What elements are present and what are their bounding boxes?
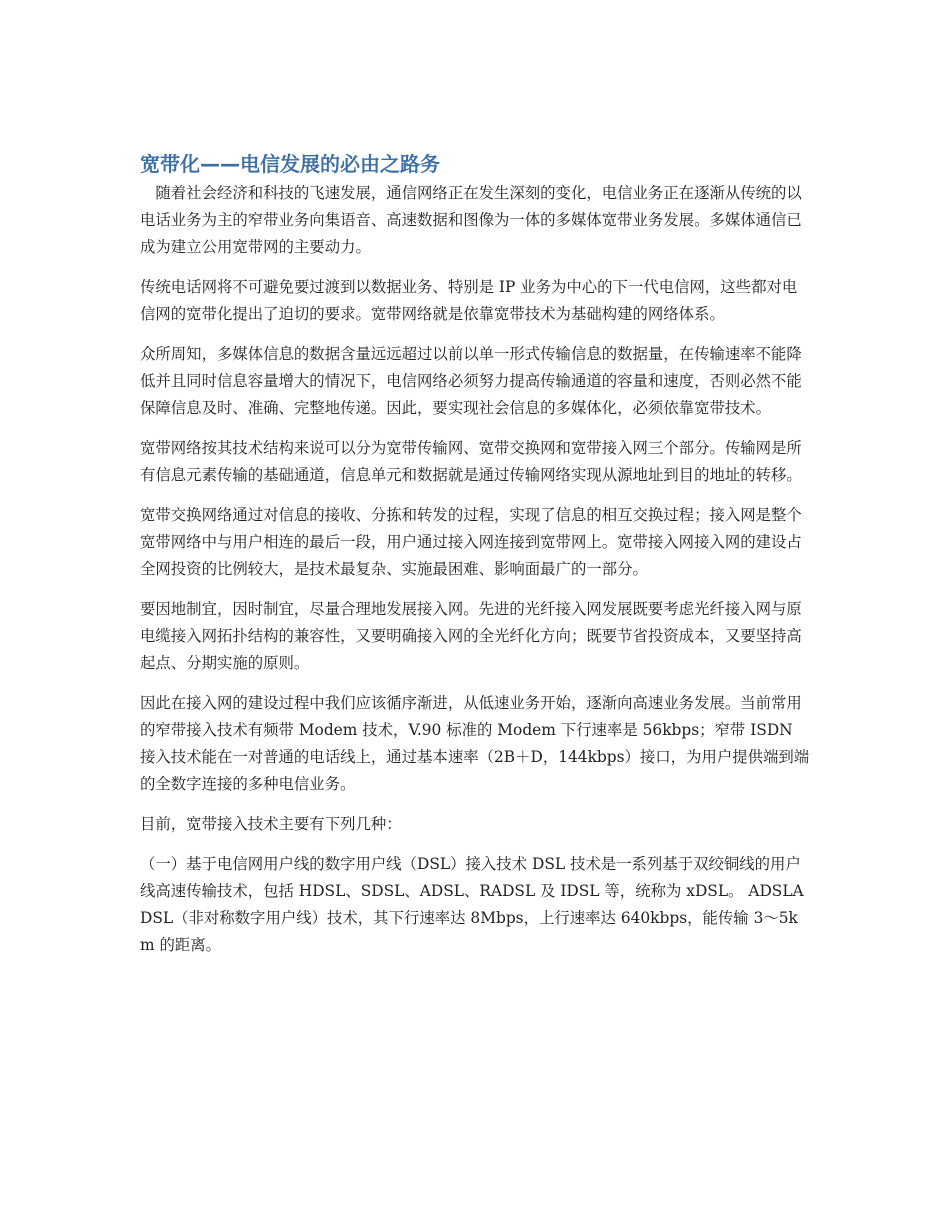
paragraph-list-intro: 目前，宽带接入技术主要有下列几种：: [140, 815, 402, 833]
paragraph-telephone-network: 传统电话网将不可避免要过渡到以数据业务、特别是 IP 业务为中心的下一代电信网，这些都对电信网的宽带化提出了迫切的要求。宽带网络就是依靠宽带技术为基础构建的网络体系。: [140, 278, 798, 323]
document-page: [140, 150, 810, 972]
paragraph-intro: 随着社会经济和科技的飞速发展，通信网络正在发生深刻的变化，电信业务正在逐渐从传统的以电话业务为主的窄带业务向集语音、高速数据和图像为一体的多媒体宽带业务发展。多媒体通信已成为建立公用宽带网的主要动力。: [140, 184, 802, 256]
paragraph-multimedia: 众所周知，多媒体信息的数据含量远远超过以前以单一形式传输信息的数据量，在传输速率不能降低并且同时信息容量增大的情况下，电信网络必须努力提高传输通道的容量和速度，否则必然不能保障信息及时、准确、完整地传递。因此，要实现社会信息的多媒体化，必须依靠宽带技术。: [140, 345, 802, 417]
paragraph-switching-access: 宽带交换网络通过对信息的接收、分拣和转发的过程，实现了信息的相互交换过程；接入网是整个宽带网络中与用户相连的最后一段，用户通过接入网连接到宽带网上。宽带接入网接入网的建设占全网投资的比例较大，是技术最复杂、实施最困难、影响面最广的一部分。: [140, 506, 802, 578]
paragraph-development: 要因地制宜，因时制宜，尽量合理地发展接入网。先进的光纤接入网发展既要考虑光纤接入网与原电缆接入网拓扑结构的兼容性，又要明确接入网的全光纤化方向；既要节省投资成本，又要坚持高起点、分期实施的原则。: [140, 600, 802, 672]
paragraph-dsl: （一）基于电信网用户线的数字用户线（DSL）接入技术 DSL 技术是一系列基于双绞铜线的用户线高速传输技术，包括 HDSL、SDSL、ADSL、RADSL 及 IDSL 等，统称为 xDSL。 ADSLADSL（非对称数字用户线）技术，其下行速率达 8Mbps，上行速率达 640kbps，能传输 3～5km 的距离。: [140, 855, 804, 954]
document-title: 宽带化——电信发展的必由之路务: [140, 152, 440, 176]
paragraph-network-structure: 宽带网络按其技术结构来说可以分为宽带传输网、宽带交换网和宽带接入网三个部分。传输网是所有信息元素传输的基础通道，信息单元和数据就是通过传输网络实现从源地址到目的地址的转移。: [140, 439, 802, 484]
paragraph-narrowband: 因此在接入网的建设过程中我们应该循序渐进，从低速业务开始，逐渐向高速业务发展。当前常用的窄带接入技术有频带 Modem 技术，V.90 标准的 Modem 下行速率是 56kbps；窄带 ISDN 接入技术能在一对普通的电话线上，通过基本速率（2B＋D，144kbps）接口，为用户提供端到端的全数字连接的多种电信业务。: [140, 694, 810, 793]
